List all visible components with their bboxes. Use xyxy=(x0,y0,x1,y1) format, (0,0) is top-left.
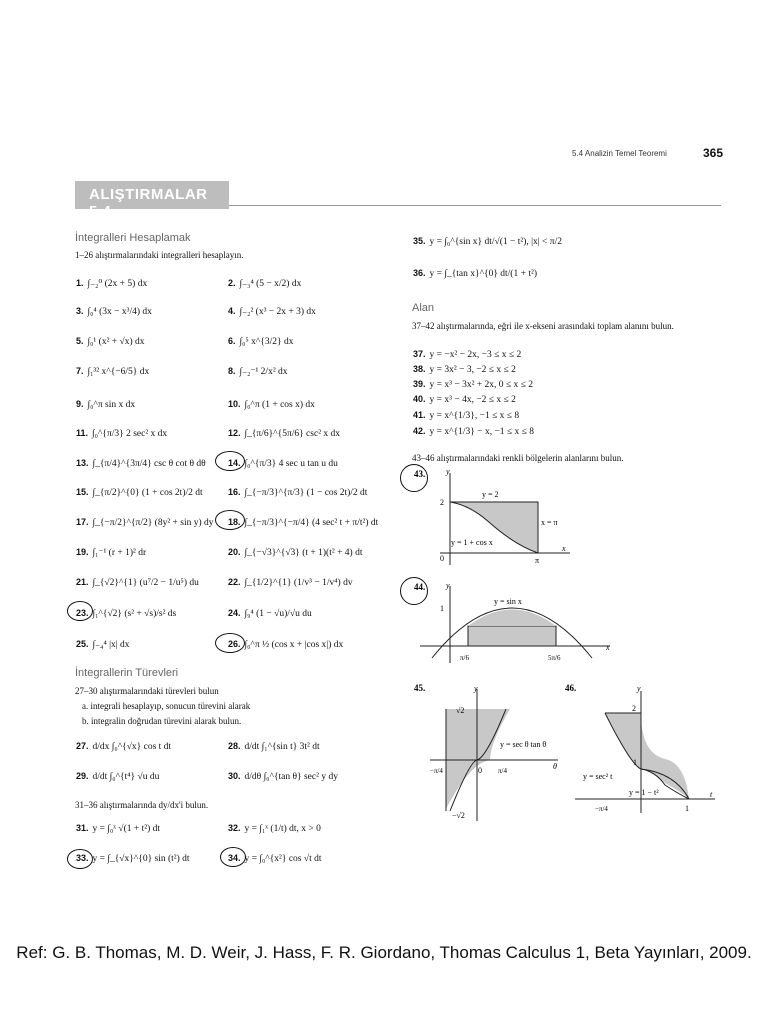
exercise-number: 18. xyxy=(228,517,241,527)
fig46-tick-1: 1 xyxy=(633,758,637,767)
exercise-expression: ∫₋₂⁻¹ 2/x² dx xyxy=(239,367,288,377)
fig43-y-label: y xyxy=(446,467,450,476)
fig45-tick-mr2: −√2 xyxy=(452,811,465,820)
exercise-number: 40. xyxy=(413,394,426,404)
exercise-number: 17. xyxy=(76,517,89,527)
exercise-item xyxy=(228,399,315,410)
exercise-item xyxy=(413,364,516,375)
exercise-expression: y = −x² − 2x, −3 ≤ x ≤ 2 xyxy=(429,350,522,360)
exercise-number: 19. xyxy=(76,547,89,557)
exercise-number: 37. xyxy=(413,349,426,359)
exercise-number: 7. xyxy=(76,366,84,376)
exercise-item xyxy=(228,577,353,588)
handwritten-circle-33 xyxy=(67,849,93,869)
exercise-expression: ∫₋₂⁰ (2x + 5) dx xyxy=(87,279,148,289)
exercise-number: 30. xyxy=(228,771,241,781)
exercise-expression: y = ∫₁ˣ (1/t) dt, x > 0 xyxy=(244,824,321,834)
exercise-item xyxy=(76,517,214,528)
exercise-number: 13. xyxy=(76,458,89,468)
exercise-item xyxy=(76,336,145,347)
exercise-expression: ∫_{−π/2}^{π/2} (8y² + sin y) dy xyxy=(92,518,214,528)
exercise-number: 10. xyxy=(228,399,241,409)
exercise-item xyxy=(228,428,340,439)
exercise-number: 22. xyxy=(228,577,241,587)
exercise-expression: ∫₀^π ½ (cos x + |cos x|) dx xyxy=(244,640,344,650)
exercise-item xyxy=(413,236,562,247)
area-instruction: 37–42 alıştırmalarında, eğri ile x-ekseni arasındaki toplam alanını bulun. xyxy=(412,321,674,331)
exercise-expression: ∫_{−√3}^{√3} (t + 1)(t² + 4) dt xyxy=(244,548,363,558)
exercise-expression: ∫₀⁵ x^{3/2} dx xyxy=(239,337,294,347)
exercise-number: 28. xyxy=(228,741,241,751)
exercise-expression: d/dt ∫₁^{sin t} 3t² dt xyxy=(244,742,320,752)
exercise-number: 15. xyxy=(76,487,89,497)
exercise-expression: y = ∫_{tan x}^{0} dt/(1 + t²) xyxy=(429,269,537,279)
fig43-tick-2: 2 xyxy=(440,498,444,507)
fig46-label-sec2: y = sec² t xyxy=(583,772,613,781)
exercise-expression: y = 3x² − 3, −2 ≤ x ≤ 2 xyxy=(429,365,516,375)
fig44-x-label: x xyxy=(606,643,610,652)
exercise-item xyxy=(76,639,130,650)
handwritten-circle-18 xyxy=(215,510,245,530)
exercise-item xyxy=(228,306,316,317)
exercise-expression: ∫₁⁻¹ (r + 1)² dr xyxy=(92,548,147,558)
exercise-number: 9. xyxy=(76,399,84,409)
exercise-expression: ∫₀^{π/3} 4 sec u tan u du xyxy=(244,459,338,469)
fig45-tick-b: π/4 xyxy=(498,767,507,775)
derivatives-heading: İntegrallerin Türevleri xyxy=(75,667,179,679)
exercise-item xyxy=(228,517,378,528)
fig44-number: 44. xyxy=(414,582,426,592)
fig44-rect-boundary xyxy=(468,626,556,646)
exercise-number: 5. xyxy=(76,336,84,346)
exercise-item xyxy=(76,741,171,752)
exercise-item xyxy=(228,771,338,782)
exercise-item xyxy=(228,366,288,377)
exercise-number: 3. xyxy=(76,306,84,316)
exercise-expression: ∫₋₃⁴ (5 − x/2) dx xyxy=(239,279,302,289)
fig44-tick-a: π/6 xyxy=(460,654,469,662)
exercise-expression: d/dθ ∫₀^{tan θ} sec² y dy xyxy=(244,772,338,782)
exercise-number: 34. xyxy=(228,853,241,863)
exercise-number: 6. xyxy=(228,336,236,346)
exercise-number: 33. xyxy=(76,853,89,863)
fig46-tick-t1: 1 xyxy=(685,804,689,813)
exercise-number: 42. xyxy=(413,426,426,436)
fig43-origin: 0 xyxy=(440,554,444,563)
fig43-label-curve: y = 1 + cos x xyxy=(451,538,493,547)
exercise-number: 21. xyxy=(76,577,89,587)
figures-instruction: 43–46 alıştırmalarındaki renkli bölgelerin alanlarını bulun. xyxy=(412,453,624,463)
fig45-shaded-upper xyxy=(446,709,510,760)
exercise-expression: ∫_{π/2}^{0} (1 + cos 2t)/2 dt xyxy=(92,488,203,498)
exercise-expression: ∫_{√2}^{1} (u⁷/2 − 1/u⁵) du xyxy=(92,578,199,588)
exercise-expression: ∫_{−π/3}^{π/3} (1 − cos 2t)/2 dt xyxy=(244,488,368,498)
exercise-item xyxy=(413,426,534,437)
exercise-item xyxy=(76,306,152,317)
exercise-number: 2. xyxy=(228,278,236,288)
fig46-y-label: y xyxy=(637,684,641,693)
exercise-expression: ∫₀¹ (x² + √x) dx xyxy=(87,337,145,347)
fig43-label-xpi: x = π xyxy=(541,518,558,527)
banner-rule xyxy=(229,205,721,206)
exercise-item xyxy=(76,399,135,410)
exercise-expression: y = ∫₀^{sin x} dt/√(1 − t²), |x| < π/2 xyxy=(429,237,562,247)
exercise-item xyxy=(413,410,519,421)
exercise-item xyxy=(76,853,190,864)
reference-citation: Ref: G. B. Thomas, M. D. Weir, J. Hass, F. R. Giordano, Thomas Calculus 1, Beta Yayınları, 2009. xyxy=(16,943,752,962)
exercise-expression: d/dt ∫₀^{t⁴} √u du xyxy=(92,772,160,782)
exercise-expression: ∫₀^π sin x dx xyxy=(87,400,136,410)
exercise-number: 29. xyxy=(76,771,89,781)
exercise-number: 1. xyxy=(76,278,84,288)
fig45-tick-r2: √2 xyxy=(456,706,465,715)
exercise-number: 27. xyxy=(76,741,89,751)
exercise-expression: ∫₀⁴ (3x − x³/4) dx xyxy=(87,307,152,317)
exercise-expression: y = ∫_{√x}^{0} sin (t²) dt xyxy=(92,854,190,864)
exercise-expression: ∫₀^π (1 + cos x) dx xyxy=(244,400,315,410)
exercise-item xyxy=(413,349,521,360)
exercise-expression: y = x³ − 3x² + 2x, 0 ≤ x ≤ 2 xyxy=(429,380,533,390)
area-heading: Alan xyxy=(412,302,435,314)
fig44-y-label: y xyxy=(446,581,450,590)
exercise-number: 23. xyxy=(76,608,89,618)
exercise-expression: ∫_{−π/3}^{−π/4} (4 sec² t + π/t²) dt xyxy=(244,518,379,528)
exercise-item xyxy=(76,487,203,498)
handwritten-circle-34 xyxy=(220,847,246,867)
fig46-tick-a: −π/4 xyxy=(595,805,608,813)
fig44-tick-1: 1 xyxy=(440,604,444,613)
exercise-number: 24. xyxy=(228,608,241,618)
fig43-tick-pi: π xyxy=(535,556,540,565)
exercise-expression: y = ∫₀^{x²} cos √t dt xyxy=(244,854,322,864)
exercise-item xyxy=(76,823,160,834)
exercise-expression: y = x^{1/3}, −1 ≤ x ≤ 8 xyxy=(429,411,520,421)
fig45-number: 45. xyxy=(414,683,426,693)
exercise-item xyxy=(228,823,321,834)
exercise-number: 20. xyxy=(228,547,241,557)
figure-44 xyxy=(410,578,620,670)
exercise-number: 41. xyxy=(413,410,426,420)
exercise-item xyxy=(76,278,147,289)
fig45-theta-label: θ xyxy=(553,762,557,771)
exercise-number: 39. xyxy=(413,379,426,389)
exercise-number: 32. xyxy=(228,823,241,833)
exercise-item xyxy=(76,428,167,439)
exercise-number: 14. xyxy=(228,458,241,468)
derivatives-instruction: 27–30 alıştırmalarındaki türevleri bulun xyxy=(75,686,219,696)
fig43-label-y2: y = 2 xyxy=(482,490,499,499)
fig46-t-label: t xyxy=(710,790,713,799)
exercise-expression: y = x^{1/3} − x, −1 ≤ x ≤ 8 xyxy=(429,427,534,437)
dydx-instruction: 31–36 alıştırmalarında dy/dx'i bulun. xyxy=(75,800,209,810)
exercise-number: 11. xyxy=(76,428,89,438)
handwritten-circle-26 xyxy=(215,633,245,653)
fig44-shaded-region xyxy=(468,610,556,627)
exercise-item xyxy=(228,336,293,347)
figure-43 xyxy=(410,465,580,570)
exercise-number: 25. xyxy=(76,639,89,649)
fig44-label-curve: y = sin x xyxy=(494,597,522,606)
integrals-heading: İntegralleri Hesaplamak xyxy=(75,232,191,244)
exercise-number: 36. xyxy=(413,268,426,278)
exercise-number: 4. xyxy=(228,306,236,316)
handwritten-circle-14 xyxy=(215,451,245,471)
exercise-item xyxy=(228,608,312,619)
exercise-item xyxy=(413,268,537,279)
fig46-shaded-region xyxy=(605,713,689,799)
fig45-y-label: y xyxy=(474,684,478,693)
exercises-banner xyxy=(75,181,229,220)
exercise-number: 38. xyxy=(413,364,426,374)
exercise-item xyxy=(228,487,367,498)
exercise-expression: ∫₁^{√2} (s² + √s)/s² ds xyxy=(92,609,177,619)
exercise-number: 35. xyxy=(413,236,426,246)
exercise-expression: d/dx ∫₀^{√x} cos t dt xyxy=(92,742,172,752)
exercise-item xyxy=(228,547,363,558)
fig45-tick-a: −π/4 xyxy=(430,767,443,775)
fig44-tick-b: 5π/6 xyxy=(548,654,561,662)
exercise-expression: ∫₋₄⁴ |x| dx xyxy=(92,640,130,650)
exercise-number: 16. xyxy=(228,487,241,497)
fig45-shaded-lower xyxy=(446,760,490,809)
fig45-origin: 0 xyxy=(478,766,482,775)
exercise-number: 26. xyxy=(228,639,241,649)
exercise-expression: ∫₀^{π/3} 2 sec² x dx xyxy=(92,429,168,439)
exercise-expression: ∫₋₂² (x³ − 2x + 3) dx xyxy=(239,307,316,317)
figure-46 xyxy=(565,683,730,823)
exercise-expression: ∫₉⁴ (1 − √u)/√u du xyxy=(244,609,312,619)
exercise-number: 8. xyxy=(228,366,236,376)
integrals-instruction: 1–26 alıştırmalarındaki integralleri hesaplayın. xyxy=(75,250,244,260)
exercise-item xyxy=(76,577,199,588)
fig45-label-curve: y = sec θ tan θ xyxy=(500,740,547,749)
fig46-number: 46. xyxy=(565,683,577,693)
exercise-item xyxy=(228,639,343,650)
fig43-x-label: x xyxy=(562,544,566,553)
page-number: 365 xyxy=(703,146,724,160)
running-header: 5.4 Analizin Temel Teoremi xyxy=(572,149,667,158)
exercise-expression: ∫₁³² x^{−6/5} dx xyxy=(87,367,150,377)
exercise-item xyxy=(413,379,533,390)
exercise-item xyxy=(76,458,206,469)
exercise-expression: y = ∫₀ˣ √(1 + t²) dt xyxy=(92,824,161,834)
exercise-item xyxy=(76,547,146,558)
fig46-label-parabola: y = 1 − t² xyxy=(629,788,659,797)
exercise-item xyxy=(228,741,320,752)
banner-title: ALIŞTIRMALAR 5.4 xyxy=(89,186,208,220)
exercise-item xyxy=(76,366,149,377)
exercise-expression: ∫_{π/4}^{3π/4} csc θ cot θ dθ xyxy=(92,459,206,469)
exercise-expression: ∫_{1/2}^{1} (1/v³ − 1/v⁴) dv xyxy=(244,578,353,588)
figure-45 xyxy=(410,683,575,823)
exercise-item xyxy=(228,278,301,289)
exercise-number: 31. xyxy=(76,823,89,833)
fig46-tick-2: 2 xyxy=(632,704,636,713)
exercise-expression: ∫_{π/6}^{5π/6} csc² x dx xyxy=(244,429,341,439)
exercise-item xyxy=(413,394,516,405)
fig43-number: 43. xyxy=(414,469,426,479)
derivatives-b: b. integralin doğrudan türevini alarak bulun. xyxy=(82,716,242,726)
exercise-item xyxy=(76,771,159,782)
exercise-expression: y = x³ − 4x, −2 ≤ x ≤ 2 xyxy=(429,395,516,405)
exercise-number: 12. xyxy=(228,428,241,438)
derivatives-a: a. integrali hesaplayıp, sonucun türevini alarak xyxy=(82,701,251,711)
handwritten-circle-23 xyxy=(67,601,93,621)
